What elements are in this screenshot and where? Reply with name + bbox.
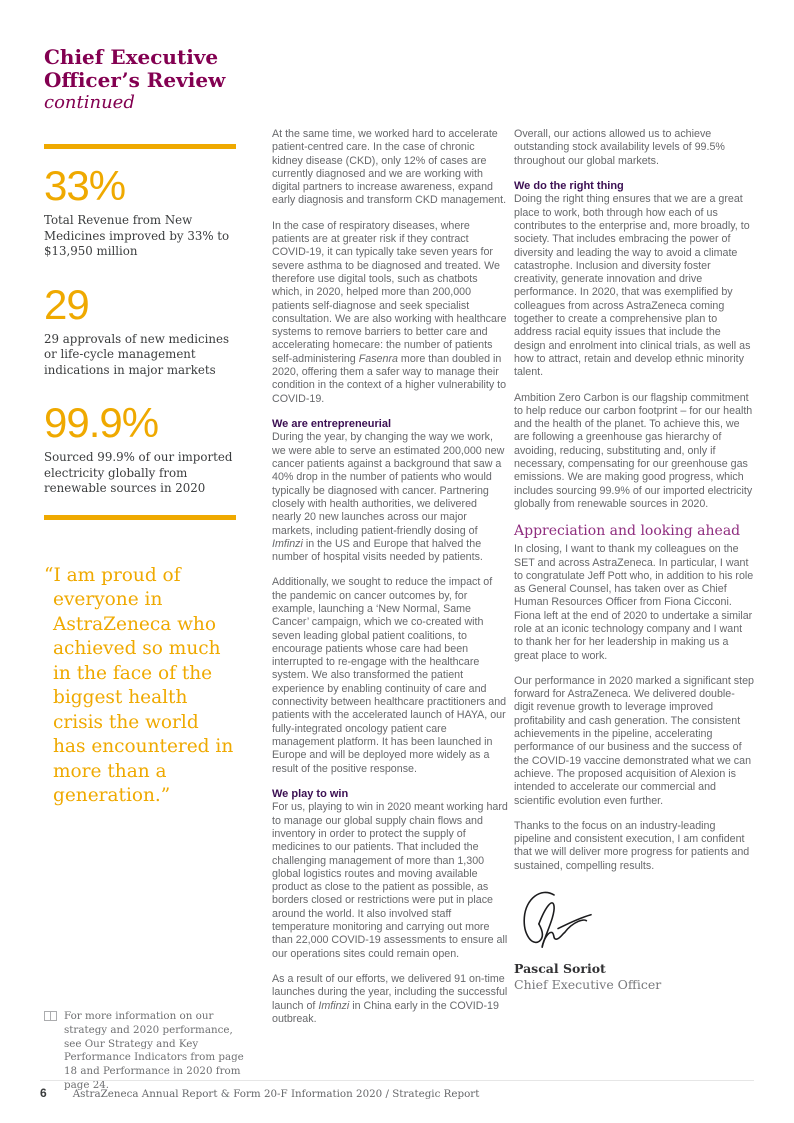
body-paragraph: Thanks to the focus on an industry-leading pipeline and consistent execution, I am confident that we will deliver more progress for patients and sustained, compelling results. <box>514 819 750 872</box>
body-paragraph: For us, playing to win in 2020 meant working hard to manage our global supply chain flows and inventory in order to protect the supply of medicines to our patients. That included the challenging management of more than 1,300 global logistics routes and moving available product as close to the patient as possible, as borders closed or restrictions were put in place around the world. It also involved staff temperature monitoring and carrying out more than 22,000 COVID-19 assessments to ensure all our operations sites could remain open. <box>272 801 508 960</box>
stat-label: Sourced 99.9% of our imported electricity globally from renewable sources in 2020 <box>44 450 233 495</box>
footer-text: AstraZeneca Annual Report & Form 20-F Information 2020 / Strategic Report <box>72 1088 480 1100</box>
body-column-2 <box>514 128 754 993</box>
subheading-we-are-entrepreneurial: We are entrepreneurial <box>272 417 392 430</box>
footnote-text: For more information on our strategy and 2020 performance, see Our Strategy and Key Performance Indicators from page 18 and Performance in 2020 from page 24. <box>64 1010 244 1091</box>
body-paragraph: At the same time, we worked hard to accelerate patient-centred care. In the case of chronic kidney disease (CKD), only 12% of cases are currently diagnosed and we are working with digital partners to increase awareness, expand early diagnosis and transform CKD management. <box>272 128 507 207</box>
stat-value: 99.9% <box>44 399 159 446</box>
stat-value: 33% <box>44 162 126 209</box>
gold-rule-top <box>44 144 236 149</box>
heading-appreciation-looking-ahead: Appreciation and looking ahead <box>514 523 741 540</box>
page-number: 6 <box>40 1086 47 1100</box>
subheading-we-play-to-win: We play to win <box>272 787 349 800</box>
body-paragraph: As a result of our efforts, we delivered 91 on-time launches during the year, including the successful launch of Imfinzi in China early in the COVID-19 outbreak. <box>272 972 508 1025</box>
signatory-role: Chief Executive Officer <box>514 977 662 993</box>
body-paragraph: In closing, I want to thank my colleagues on the SET and across AstraZeneca. In particular, I want to congratulate Jeff Pott who, in addition to his role as General Counsel, has taken over as Chief Human Resources Officer from Fiona Cicconi. Fiona left at the end of 2020 to undertake a similar role at an iconic technology company and I want to thank her for her leadership in making us a great place to work. <box>514 543 754 662</box>
body-paragraph: During the year, by changing the way we work, we were able to serve an estimated 200,000 new cancer patients against a background that saw a 40% drop in the number of patients who would typically be diagnosed with cancer. Partnering closely with health authorities, we delivered nearly 20 new launches across our major markets, including patient-friendly dosing of Imfinzi in the US and Europe that halved the number of hospital visits needed by patients. <box>272 431 505 564</box>
body-paragraph: Ambition Zero Carbon is our flagship commitment to help reduce our carbon footprint – for our health and the health of the planet. To achieve this, we are following a greenhouse gas hierarchy of avoiding, reducing, substituting and, only if necessary, compensating for our greenhouse gas emissions. We are making good progress, which includes sourcing 99.9% of our imported electricity globally from renewable sources in 2020. <box>514 391 753 510</box>
body-paragraph: In the case of respiratory diseases, where patients are at greater risk if they contract COVID-19, it can typically take seven years for severe asthma to be diagnosed and treated. We therefore use digital tools, such as chatbots which, in 2020, helped more than 200,000 patients self-diagnose and seek specialist consultation. We are also working with healthcare systems to remove barriers to better care and accelerating homecare: the number of patients self-administering Fasenra more than doubled in 2020, offering them a safer way to manage their condition in the context of a higher vulnerability to COVID-19. <box>272 219 507 405</box>
stat-renewables <box>44 400 236 497</box>
stat-approvals <box>44 282 236 379</box>
sidebar <box>44 46 236 809</box>
signature-block <box>514 887 754 993</box>
subheading-we-do-the-right-thing: We do the right thing <box>514 179 624 192</box>
signatory-name: Pascal Soriot <box>514 961 606 977</box>
body-paragraph: Overall, our actions allowed us to achieve outstanding stock availability levels of 99.5% throughout our global markets. <box>514 128 725 167</box>
body-paragraph: Doing the right thing ensures that we are a great place to work, both through how each of us contributes to the enterprise and, more broadly, to society. That includes embracing the power of diversity and leading the way to avoid a climate catastrophe. Inclusion and diversity foster creativity, generate innovation and drive performance. In 2020, that was exemplified by colleagues from across AstraZeneca coming together to create a comprehensive plan to address racial equity issues that include the design and enrolment into clinical trials, as well as how to attract, retain and develop ethnic minority talent. <box>514 193 751 379</box>
gold-rule-bottom <box>44 515 236 520</box>
page-title-continued: continued <box>44 92 135 113</box>
page-footer <box>40 1080 754 1100</box>
body-paragraph: Our performance in 2020 marked a significant step forward for AstraZeneca. We delivered double-digit revenue growth to leverage improved profitability and cash generation. The consistent achievements in the pipeline, accelerating performance of our business and the success of the COVID-19 vaccine demonstrated what we can achieve. The proposed acquisition of Alexion is intended to accelerate our commercial and scientific evolution even further. <box>514 674 754 807</box>
ceo-quote: “I am proud of everyone in AstraZeneca who achieved so much in the face of the biggest health crisis the world has encountered in more than a generation.” <box>44 564 234 806</box>
body-column-1 <box>272 128 508 1038</box>
page-title: Chief Executive Officer’s Review <box>44 45 226 92</box>
stat-label: Total Revenue from New Medicines improved by 33% to $13,950 million <box>44 213 230 258</box>
stat-label: 29 approvals of new medicines or life-cycle management indications in major markets <box>44 331 230 377</box>
signature-icon <box>510 887 606 953</box>
open-book-icon <box>44 1011 57 1022</box>
stat-revenue <box>44 163 236 260</box>
stat-value: 29 <box>44 280 89 328</box>
body-paragraph: Additionally, we sought to reduce the impact of the pandemic on cancer outcomes by, for example, launching a ‘New Normal, Same Cancer’ campaign, which we co-created with seven leading global patient coalitions, to encourage patients whose care had been interrupted to re-engage with the healthcare system. We also transformed the patient experience by enabling continuity of care and connectivity between healthcare practitioners and patients with the accelerated launch of HAYA, our fully-integrated oncology patient care management platform. It has been launched in Europe and will be deployed more widely as a result of the positive response. <box>272 576 507 775</box>
